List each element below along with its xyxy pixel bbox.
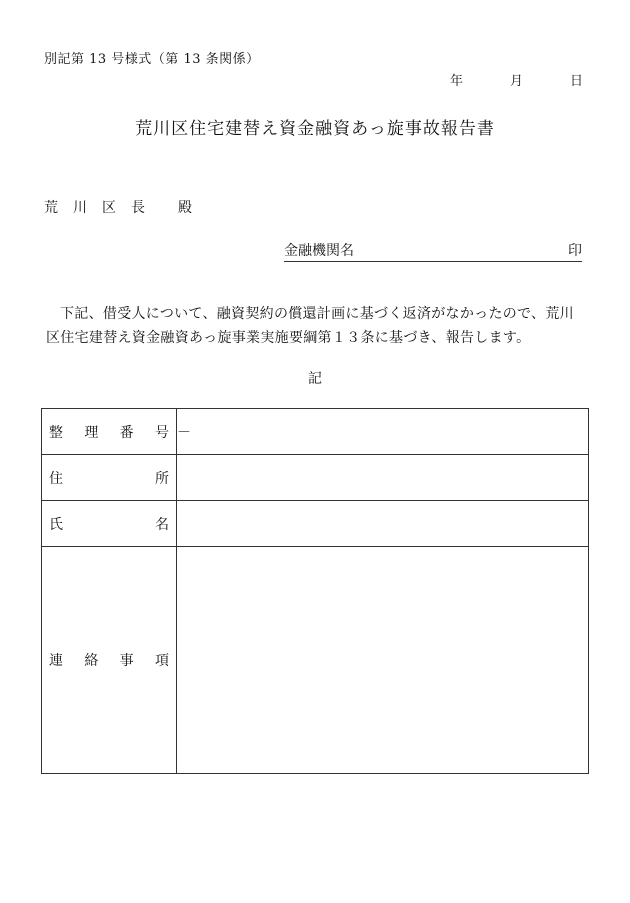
table-row-notes <box>42 547 589 774</box>
label-char: 番 <box>119 424 134 441</box>
table-row-reference-number <box>42 409 589 455</box>
label-name <box>42 501 177 547</box>
document-title: 荒川区住宅建替え資金融資あっ旋事故報告書 <box>135 119 495 139</box>
label-char: 名 <box>155 516 169 533</box>
label-char: 住 <box>49 470 63 487</box>
form-reference: 別記第 13 号様式（第 13 条関係） <box>44 52 260 67</box>
label-char: 氏 <box>49 516 63 533</box>
label-char: 項 <box>154 653 169 669</box>
date-line <box>450 70 584 89</box>
addressee-char: 荒 <box>44 200 58 216</box>
date-day-label: 日 <box>570 74 584 89</box>
reference-number-field[interactable]: － <box>177 409 589 455</box>
notes-field[interactable] <box>177 547 589 774</box>
label-notes <box>42 547 177 774</box>
addressee-char: 区 <box>102 200 116 216</box>
label-char: 事 <box>119 653 134 669</box>
label-char: 連 <box>49 653 63 669</box>
body-text: 下記、借受人について、融資契約の償還計画に基づく返済がなかったので、荒川区住宅建替え資金融資あっ旋事業実施要綱第１３条に基づき、報告します。 <box>46 306 574 346</box>
address-field[interactable] <box>177 455 589 501</box>
label-reference-number <box>42 409 177 455</box>
addressee-char: 長 <box>131 200 145 216</box>
label-char: 絡 <box>84 653 99 669</box>
label-char: 所 <box>155 470 169 487</box>
name-field[interactable] <box>177 501 589 547</box>
seal-mark: 印 <box>568 243 582 259</box>
label-address <box>42 455 177 501</box>
addressee <box>44 197 192 217</box>
date-month-label: 月 <box>510 74 524 89</box>
addressee-char: 川 <box>73 200 87 216</box>
addressee-honorific: 殿 <box>178 200 192 216</box>
institution-label: 金融機関名 <box>284 243 354 259</box>
institution-name-field[interactable] <box>284 240 582 262</box>
report-table <box>41 408 589 774</box>
label-char: 号 <box>154 424 169 441</box>
date-year-label: 年 <box>450 74 464 89</box>
table-row-name <box>42 501 589 547</box>
label-char: 整 <box>49 424 63 441</box>
ki-heading: 記 <box>308 371 322 387</box>
label-char: 理 <box>84 424 99 441</box>
table-row-address <box>42 455 589 501</box>
